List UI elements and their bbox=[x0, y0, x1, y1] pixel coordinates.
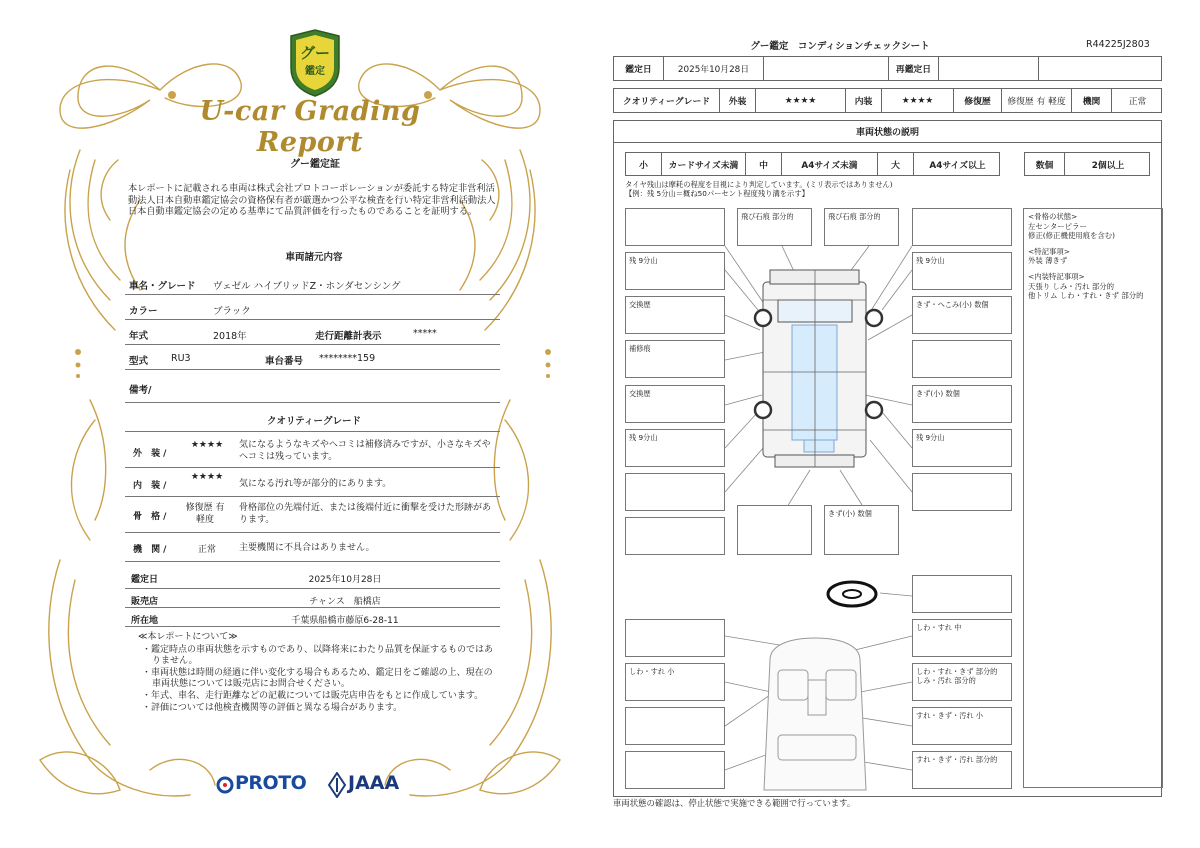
damage-slot-right-5: 残 9分山 bbox=[912, 429, 1012, 467]
quality-label: 骨 格/ bbox=[133, 512, 170, 522]
damage-slot-right-4: きず(小) 数個 bbox=[912, 385, 1012, 423]
spec-label-year: 年式 bbox=[129, 331, 149, 342]
sheet-ext-label: 外装 bbox=[720, 89, 756, 112]
note-item: ・車両状態は時間の経過に伴い変化する場合もあるため、鑑定日をご確認の上、現在の車両状態については販売店にお問合せください。 bbox=[142, 667, 493, 690]
footer-logos bbox=[215, 772, 415, 800]
frame-status-item: 修正(修正機使用痕を含む) bbox=[1028, 231, 1116, 241]
quality-row-frame bbox=[125, 497, 500, 533]
interior-notes-item: 他トリム しわ・すれ・きず 部分的 bbox=[1028, 291, 1144, 301]
notes-heading: ≪本レポートについて≫ bbox=[138, 632, 238, 642]
quality-heading: クオリティーグレード bbox=[266, 416, 362, 427]
frame-status-heading: <骨格の状態> bbox=[1028, 212, 1078, 221]
report-script-title: U-car Grading Report bbox=[199, 96, 421, 158]
legend-small-desc: カードサイズ未満 bbox=[662, 153, 746, 175]
legend-mid: 中 bbox=[746, 153, 782, 175]
sheet-reappraisal-label: 再鑑定日 bbox=[889, 57, 939, 80]
spec-label-model: 型式 bbox=[129, 356, 149, 367]
quality-label: 内 装/ bbox=[133, 481, 170, 491]
damage-slot-front-mid-left: 飛び石痕 部分的 bbox=[737, 208, 812, 246]
legend-large-desc: A4サイズ以上 bbox=[929, 160, 986, 171]
address-row bbox=[125, 608, 500, 627]
interior-slot-left-3 bbox=[625, 707, 725, 745]
interior-slot-right-3: すれ・きず・汚れ 小 bbox=[912, 707, 1012, 745]
damage-slot-left-4: 交換歴 bbox=[625, 385, 725, 423]
section-title: 車両状態の説明 bbox=[614, 121, 1161, 143]
tire-note: タイヤ残山は摩耗の程度を目視により判定しています。(ミリ表示ではありません) bbox=[625, 180, 893, 189]
spec-label-name: 車名・グレード bbox=[129, 281, 196, 292]
badge-text-bottom: 鑑定 bbox=[305, 66, 325, 77]
interior-notes-heading: <内装特記事項> bbox=[1028, 271, 1085, 281]
sheet-document-id: R44225J2803 bbox=[1086, 39, 1150, 50]
dealer-value: チャンス 船橋店 bbox=[309, 597, 381, 607]
damage-slot-rear-left bbox=[625, 517, 725, 555]
quality-row-engine bbox=[125, 533, 500, 562]
sheet-ext-value: ★★★★ bbox=[756, 89, 846, 112]
spec-label-color: カラー bbox=[129, 306, 158, 317]
interior-slot-left-1 bbox=[625, 619, 725, 657]
certificate-intro: 本レポートに記載される車両は株式会社プロトコーポレーションが委託する特定非営利活動法人日本自動車鑑定協会の資格保有者が厳選かつ公平な検査を行い特定非営利活動法人日本自動車鑑定協会の定める基準にて品質評価を行ったものであることを証明する。 bbox=[128, 183, 496, 218]
specs-heading: 車両諸元内容 bbox=[285, 252, 343, 263]
spec-label-remarks: 備考/ bbox=[129, 385, 152, 396]
proto-logo-icon bbox=[215, 774, 235, 796]
spec-value-year: 2018年 bbox=[213, 331, 247, 342]
proto-logo: PROTO bbox=[235, 772, 307, 794]
sheet-title: グー鑑定 コンディションチェックシート bbox=[750, 41, 930, 52]
quality-grade: ★★★★ bbox=[190, 440, 224, 450]
sheet-footer-note: 車両状態の確認は、停止状態で実施できる範囲で行っています。 bbox=[613, 798, 856, 808]
interior-notes-item: 天張り しみ・汚れ 部分的 bbox=[1028, 281, 1114, 291]
legend-count-desc: 2個以上 bbox=[1091, 160, 1125, 171]
damage-slot-front-mid-right: 飛び石痕 部分的 bbox=[824, 208, 899, 246]
frame-status-item: 左センターピラー bbox=[1028, 221, 1087, 231]
appraisal-date-label: 鑑定日 bbox=[131, 575, 159, 585]
sheet-date-label: 鑑定日 bbox=[614, 57, 664, 80]
quality-grade: 修復歴 有 軽度 bbox=[185, 503, 225, 525]
damage-slot-front-left bbox=[625, 208, 725, 246]
badge-text-top: グー bbox=[299, 44, 330, 62]
interior-slot-steering bbox=[912, 575, 1012, 613]
note-item: ・鑑定時点の車両状態を示すものであり、以降将来にわたり品質を保証するものではありません。 bbox=[142, 644, 494, 667]
special-notes-item: 外装 薄きず bbox=[1028, 256, 1068, 266]
jaaa-logo: JAAA bbox=[348, 772, 400, 794]
spec-value-odometer: ***** bbox=[413, 328, 437, 339]
certificate-title: グー鑑定証 bbox=[290, 159, 340, 170]
sheet-grade-label: クオリティーグレード bbox=[614, 89, 720, 112]
special-notes-panel bbox=[1023, 208, 1163, 788]
appraisal-date-value: 2025年10月28日 bbox=[308, 575, 382, 585]
note-item: ・年式、車名、走行距離などの記載については販売店申告をもとに作成しています。 bbox=[142, 690, 484, 701]
quality-desc: 気になる汚れ等が部分的にあります。 bbox=[239, 479, 392, 489]
sheet-engine-label: 機関 bbox=[1072, 89, 1112, 112]
damage-slot-right-2: きず・へこみ(小) 数個 bbox=[912, 296, 1012, 334]
interior-slot-right-4: すれ・きず・汚れ 部分的 bbox=[912, 751, 1012, 789]
spec-value-color: ブラック bbox=[213, 306, 251, 317]
damage-slot-right-3 bbox=[912, 340, 1012, 378]
spec-label-odometer: 走行距離計表示 bbox=[315, 331, 382, 342]
spec-value-chassis: ********159 bbox=[319, 353, 376, 364]
interior-slot-right-2-line1: しわ・すれ・きず 部分的 bbox=[916, 667, 998, 676]
spec-row-remarks bbox=[125, 370, 500, 403]
address-value: 千葉県船橋市藤原6-28-11 bbox=[291, 616, 399, 626]
interior-slot-left-4 bbox=[625, 751, 725, 789]
damage-slot-right-1: 残 9分山 bbox=[912, 252, 1012, 290]
damage-slot-rear-mid-left bbox=[737, 505, 812, 555]
interior-slot-right-1: しわ・すれ 中 bbox=[912, 619, 1012, 657]
damage-slot-right-6 bbox=[912, 473, 1012, 511]
spec-row-color bbox=[125, 295, 500, 320]
sheet-int-label: 内装 bbox=[846, 89, 882, 112]
special-notes-heading: <特記事項> bbox=[1028, 246, 1070, 256]
quality-desc: 気になるようなキズやヘコミは補修済みですが、小さなキズやヘコミは残っています。 bbox=[239, 440, 491, 462]
dealer-label: 販売店 bbox=[131, 597, 159, 607]
legend-mid-desc: A4サイズ未満 bbox=[782, 153, 878, 175]
damage-slot-left-2: 交換歴 bbox=[625, 296, 725, 334]
legend-small: 小 bbox=[626, 153, 662, 175]
appraisal-date-row bbox=[125, 567, 500, 589]
condition-check-sheet bbox=[600, 0, 1200, 848]
damage-slot-front-right bbox=[912, 208, 1012, 246]
spec-label-chassis: 車台番号 bbox=[265, 356, 304, 367]
quality-row-exterior bbox=[125, 432, 500, 468]
quality-label: 機 関/ bbox=[133, 545, 170, 555]
spec-row-name bbox=[125, 270, 500, 295]
damage-slot-left-3: 補修痕 bbox=[625, 340, 725, 378]
damage-slot-left-6 bbox=[625, 473, 725, 511]
sheet-engine-value: 正常 bbox=[1128, 97, 1147, 107]
quality-desc: 主要機関に不具合はありません。 bbox=[239, 543, 375, 553]
note-item: ・評価については他検査機関等の評価と異なる場合があります。 bbox=[142, 702, 403, 713]
address-label: 所在地 bbox=[131, 616, 159, 626]
tire-example-note: 【例：残 5分山＝概ね50パーセント程度残り溝を示す】 bbox=[625, 189, 809, 198]
sheet-date-value: 2025年10月28日 bbox=[664, 57, 764, 80]
damage-slot-rear-mid-right: きず(小) 数個 bbox=[824, 505, 899, 555]
interior-slot-right-2 bbox=[912, 663, 1012, 701]
damage-slot-left-5: 残 9分山 bbox=[625, 429, 725, 467]
spec-value-name: ヴェゼル ハイブリッドZ・ホンダセンシング bbox=[213, 281, 401, 292]
goo-appraisal-badge bbox=[287, 28, 343, 98]
sheet-repair-label: 修復歴 bbox=[954, 89, 1002, 112]
legend-large: 大 bbox=[878, 153, 914, 175]
spec-row-model bbox=[125, 345, 500, 370]
legend-count: 数個 bbox=[1025, 153, 1065, 175]
interior-slot-left-2: しわ・すれ 小 bbox=[625, 663, 725, 701]
dealer-row bbox=[125, 589, 500, 608]
quality-label: 外 装/ bbox=[133, 449, 170, 459]
quality-grade: ★★★★ bbox=[190, 472, 224, 482]
quality-desc: 骨格部位の先端付近、または後端付近に衝撃を受けた形跡があります。 bbox=[239, 503, 492, 525]
sheet-repair-value: 修復歴 有 軽度 bbox=[1002, 89, 1072, 112]
spec-row-year bbox=[125, 320, 500, 345]
spec-value-model: RU3 bbox=[171, 353, 191, 364]
jaaa-logo-icon bbox=[328, 772, 346, 798]
damage-slot-left-1: 残 9分山 bbox=[625, 252, 725, 290]
interior-slot-right-2-line2: しみ・汚れ 部分的 bbox=[916, 676, 976, 685]
quality-grade: 正常 bbox=[197, 545, 216, 555]
report-notes bbox=[138, 632, 498, 714]
sheet-int-value: ★★★★ bbox=[882, 89, 954, 112]
quality-row-interior bbox=[125, 468, 500, 497]
